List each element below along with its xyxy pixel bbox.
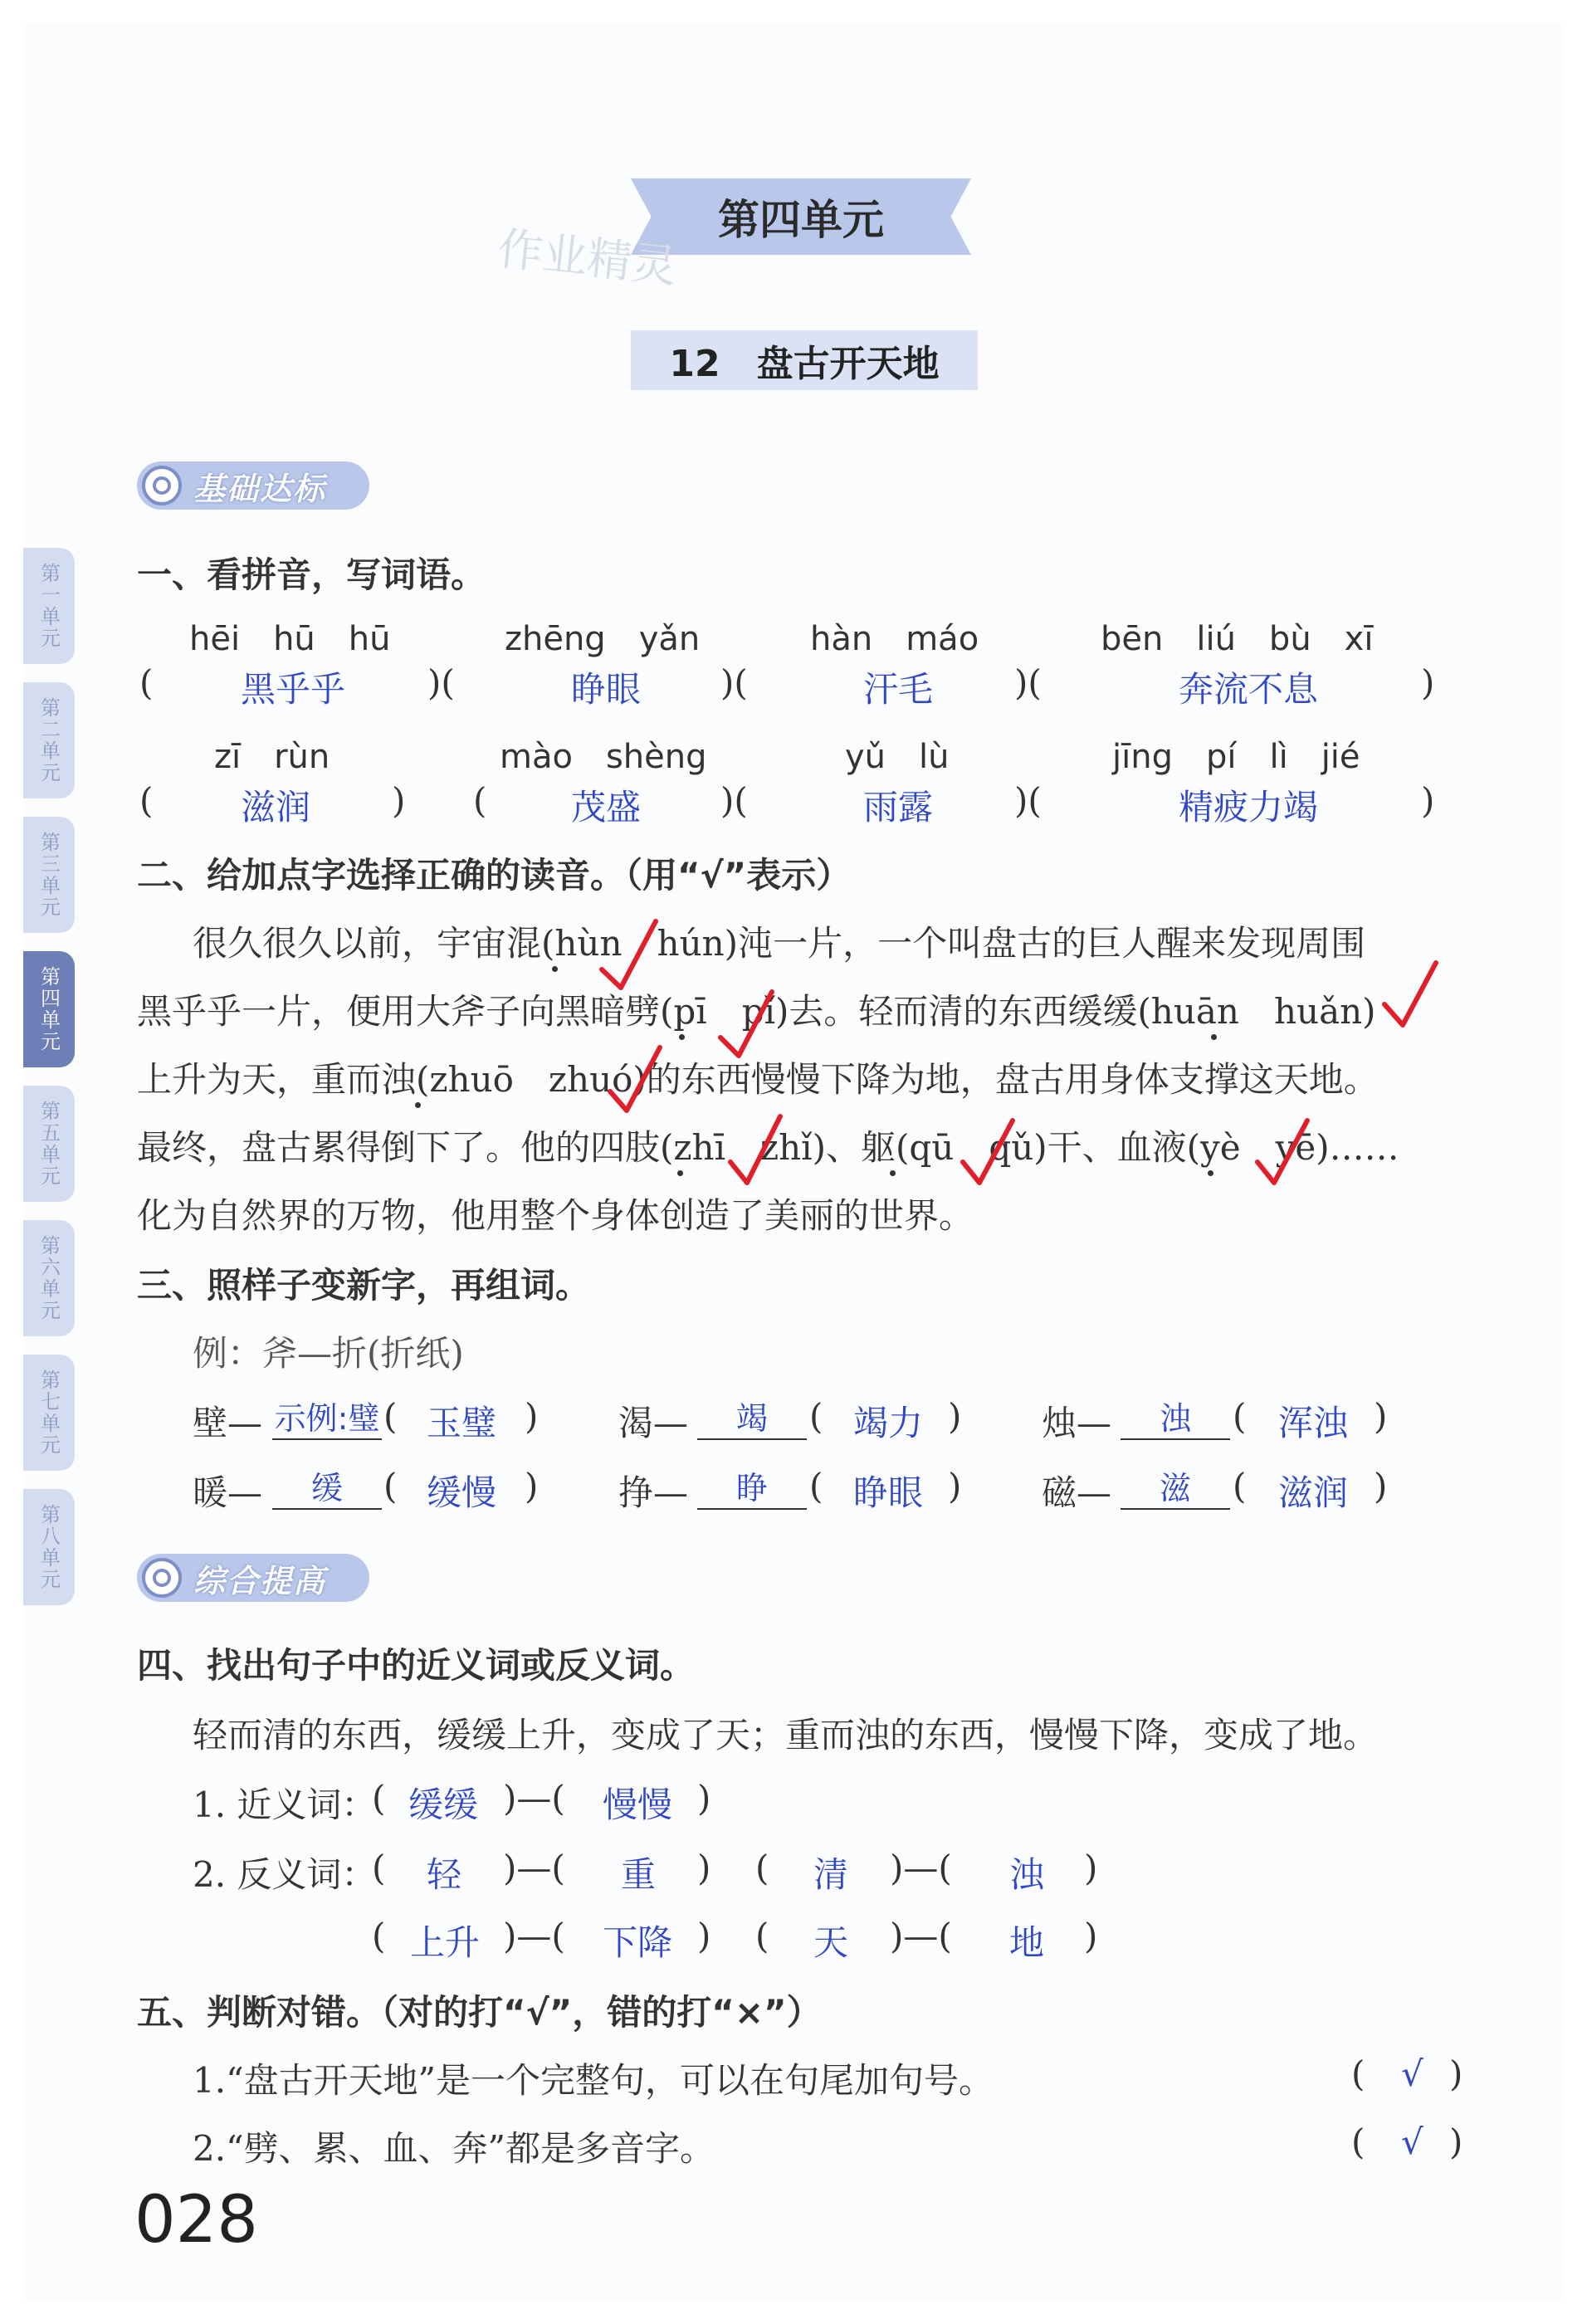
paren-open: ( — [372, 1916, 386, 1956]
paren-open: ( — [755, 1916, 769, 1956]
paren-pair: )( — [1014, 780, 1042, 821]
paren-open: ( — [1351, 2121, 1365, 2162]
antonym-answer: 地 — [1009, 1922, 1045, 1963]
paren-dash: )—( — [890, 1916, 952, 1956]
new-char-blank: 滋 — [1121, 1462, 1230, 1510]
paren-pair: )( — [427, 662, 455, 703]
paren-close: ) — [1449, 2053, 1463, 2094]
base-char: 烛— — [1042, 1403, 1112, 1443]
section-badge-advanced — [137, 1554, 369, 1602]
word-answer: 缓慢 — [427, 1472, 497, 1513]
answer: 雨露 — [863, 787, 934, 828]
pinyin: mào shèng — [500, 738, 707, 776]
pinyin: zhēng yǎn — [505, 620, 701, 658]
judgement-item: 1.“盘古开天地”是一个完整句，可以在句尾加句号。 — [193, 2060, 994, 2101]
antonym-answer: 天 — [813, 1922, 849, 1963]
passage-line: 最终，盘古累得倒下了。他的四肢(zhī zhǐ)、躯(qū qǔ)干、血液(yè yē)…… — [137, 1127, 1399, 1168]
side-tab-unit-3[interactable]: 第三单元 — [23, 817, 75, 933]
side-tab-unit-7[interactable]: 第七单元 — [23, 1355, 75, 1471]
antonym-answer: 清 — [813, 1854, 849, 1895]
word-answer: 滋润 — [1278, 1472, 1349, 1513]
passage-line: 化为自然界的万物，他用整个身体创造了美丽的世界。 — [137, 1195, 974, 1236]
paren-open: ( — [1233, 1396, 1247, 1437]
paren-pair: )( — [1014, 662, 1042, 703]
section-label: 综合提高 — [193, 1562, 327, 1599]
paren-close: ) — [1084, 1848, 1098, 1888]
target-icon — [142, 1558, 182, 1598]
question-2-title: 二、给加点字选择正确的读音。（用“√”表示） — [137, 855, 852, 896]
new-char-blank: 示例:璧 — [272, 1393, 382, 1440]
paren-open: ( — [383, 1466, 398, 1506]
paren-open: ( — [809, 1396, 823, 1437]
check-mark — [963, 1120, 1013, 1183]
new-char-blank: 缓 — [272, 1462, 382, 1510]
unit-title: 第四单元 — [718, 196, 884, 244]
paren-open: ( — [809, 1466, 823, 1506]
answer: 精疲力竭 — [1179, 787, 1319, 828]
pinyin: hēi hū hū — [189, 620, 391, 658]
sentence: 轻而清的东西，缓缓上升，变成了天；重而浊的东西，慢慢下降，变成了地。 — [193, 1715, 1379, 1755]
paren-close: ) — [392, 780, 406, 821]
question-5-title: 五、判断对错。（对的打“√”，错的打“×”） — [137, 1992, 822, 2033]
passage-line: 黑乎乎一片，便用大斧子向黑暗劈(pī pǐ)去。轻而清的东西缓缓(huān huǎn) — [137, 991, 1376, 1032]
question-3-title: 三、照样子变新字，再组词。 — [137, 1265, 591, 1306]
check-mark — [1384, 963, 1436, 1025]
paren-open: ( — [1233, 1466, 1247, 1506]
base-char: 挣— — [618, 1472, 689, 1513]
paren-open: ( — [139, 780, 154, 821]
check-mark — [610, 1047, 660, 1111]
side-tab-unit-8[interactable]: 第八单元 — [23, 1489, 75, 1605]
pinyin: bēn liú bù xī — [1101, 620, 1374, 658]
word-answer: 玉璧 — [427, 1403, 497, 1443]
watermark: 作业精灵 — [495, 222, 680, 294]
answer: 滋润 — [241, 787, 311, 828]
example: 例：斧—折(折纸) — [193, 1333, 464, 1374]
antonym-answer: 上升 — [410, 1922, 481, 1963]
paren-dash: )—( — [503, 1916, 565, 1956]
side-tab-unit-5[interactable]: 第五单元 — [23, 1086, 75, 1202]
side-tab-unit-6[interactable]: 第六单元 — [23, 1220, 75, 1336]
paren-close: ) — [525, 1396, 539, 1437]
word-answer: 浑浊 — [1278, 1403, 1349, 1443]
paren-dash: )—( — [503, 1778, 565, 1819]
synonym-answer: 缓缓 — [408, 1784, 479, 1825]
paren-pair: )( — [720, 780, 748, 821]
new-char-blank: 竭 — [697, 1393, 807, 1440]
answer: 奔流不息 — [1179, 669, 1319, 710]
base-char: 暖— — [193, 1472, 263, 1513]
new-char-blank: 浊 — [1121, 1393, 1230, 1440]
check-mark — [1257, 1120, 1307, 1183]
check-mark — [720, 992, 772, 1056]
answer: 汗毛 — [863, 669, 934, 710]
paren-open: ( — [383, 1396, 398, 1437]
pinyin: yǔ lù — [845, 738, 950, 776]
antonym-answer: 浊 — [1009, 1854, 1045, 1895]
paren-close: ) — [697, 1916, 711, 1956]
base-char: 壁— — [193, 1403, 263, 1443]
side-tab-unit-2[interactable]: 第二单元 — [23, 682, 75, 798]
paren-close: ) — [525, 1466, 539, 1506]
paren-close: ) — [697, 1848, 711, 1888]
paren-close: ) — [1449, 2121, 1463, 2162]
check-mark — [602, 921, 656, 988]
synonym-answer: 慢慢 — [603, 1784, 673, 1825]
paren-open: ( — [372, 1778, 386, 1819]
paren-close: ) — [1084, 1916, 1098, 1956]
antonym-label: 2. 反义词： — [193, 1854, 377, 1895]
synonym-label: 1. 近义词： — [193, 1784, 377, 1825]
side-tab-unit-4[interactable]: 第四单元 — [23, 951, 75, 1067]
antonym-answer: 轻 — [427, 1854, 462, 1895]
pinyin: hàn máo — [810, 620, 979, 658]
judgement-item: 2.“劈、累、血、奔”都是多音字。 — [193, 2128, 715, 2169]
paren-open: ( — [755, 1848, 769, 1888]
paren-open: ( — [473, 780, 487, 821]
base-char: 渴— — [618, 1403, 689, 1443]
passage-line: 上升为天，重而浊(zhuō zhuó)的东西慢慢下降为地，盘古用身体支撑这天地。 — [137, 1059, 1379, 1100]
question-1-title: 一、看拼音，写词语。 — [137, 554, 486, 595]
paren-close: ) — [1421, 780, 1435, 821]
paren-open: ( — [372, 1848, 386, 1888]
paren-pair: )( — [720, 662, 748, 703]
new-char-blank: 睁 — [697, 1462, 807, 1510]
judgement-answer: √ — [1401, 2121, 1423, 2162]
pinyin: zī rùn — [214, 738, 330, 776]
paren-dash: )—( — [503, 1848, 565, 1888]
paren-open: ( — [1351, 2053, 1365, 2094]
lesson-title: 12 盘古开天地 — [631, 330, 978, 390]
page-number: 028 — [134, 2183, 258, 2258]
pinyin: jīng pí lì jié — [1112, 738, 1360, 776]
paren-close: ) — [948, 1466, 962, 1506]
antonym-answer: 下降 — [603, 1922, 673, 1963]
section-label: 基础达标 — [193, 470, 327, 507]
passage-line: 很久很久以前，宇宙混(hùn hún)沌一片，一个叫盘古的巨人醒来发现周围 — [193, 923, 1366, 964]
word-answer: 竭力 — [853, 1403, 924, 1443]
paren-dash: )—( — [890, 1848, 952, 1888]
paren-close: ) — [948, 1396, 962, 1437]
answer: 黑乎乎 — [241, 669, 346, 710]
paren-close: ) — [697, 1778, 711, 1819]
check-mark — [730, 1116, 780, 1183]
paren-close: ) — [1374, 1466, 1388, 1506]
paren-open: ( — [139, 662, 154, 703]
paren-close: ) — [1421, 662, 1435, 703]
answer: 睁眼 — [571, 669, 642, 710]
judgement-answer: √ — [1401, 2053, 1423, 2094]
word-answer: 睁眼 — [853, 1472, 924, 1513]
question-4-title: 四、找出句子中的近义词或反义词。 — [137, 1645, 696, 1686]
antonym-answer: 重 — [621, 1854, 657, 1895]
base-char: 磁— — [1042, 1472, 1112, 1513]
paren-close: ) — [1374, 1396, 1388, 1437]
side-tab-unit-1[interactable]: 第一单元 — [23, 548, 75, 664]
answer: 茂盛 — [571, 787, 642, 828]
